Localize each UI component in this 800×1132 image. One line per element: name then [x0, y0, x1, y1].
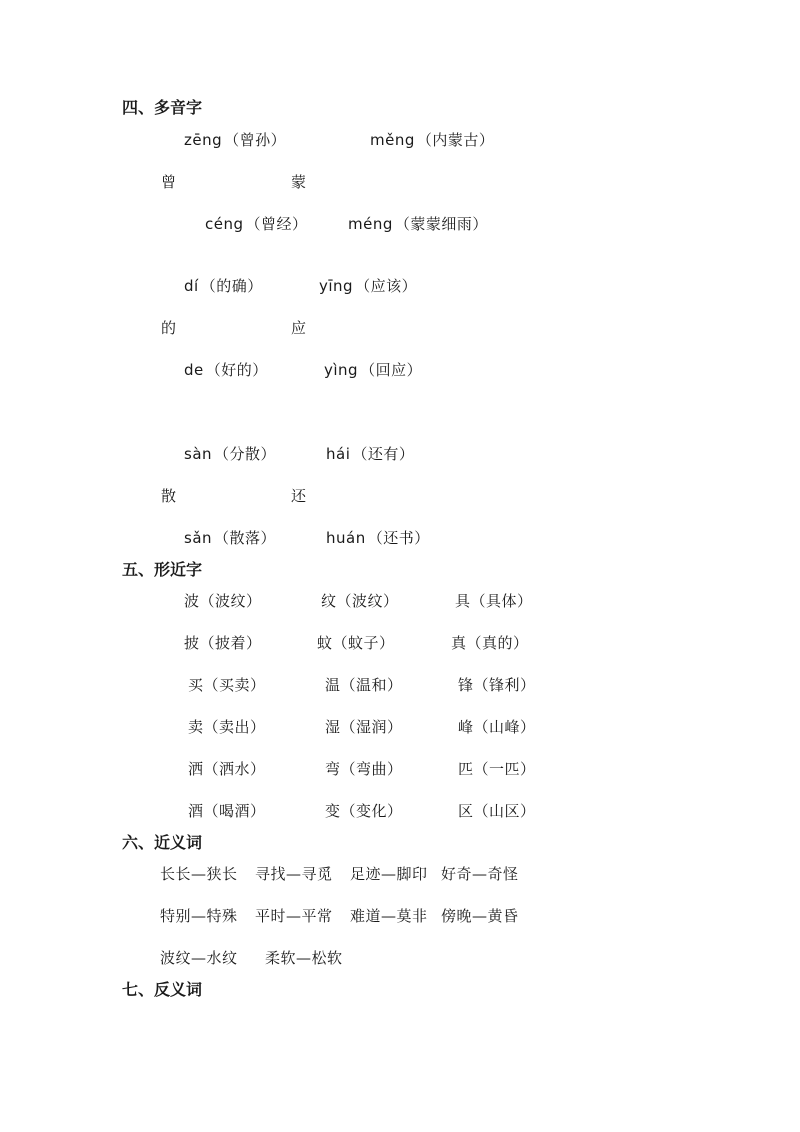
polyphone-reading: yìng （回应） [324, 361, 423, 379]
synonym-pair: 特别—特殊 [160, 907, 238, 925]
section-4-heading: 四、多音字 [122, 98, 203, 117]
section-5-heading: 五、形近字 [122, 560, 203, 579]
similar-char-entry: 区（山区） [458, 802, 536, 820]
polyphone-reading: měng （内蒙古） [370, 131, 495, 149]
similar-char-entry: 具（具体） [455, 592, 533, 610]
similar-char-entry: 湿（湿润） [325, 718, 403, 736]
section-7-heading: 七、反义词 [122, 980, 203, 999]
polyphone-character: 蒙 [291, 173, 307, 191]
similar-char-entry: 蚊（蚊子） [317, 634, 395, 652]
similar-char-entry: 弯（弯曲） [325, 760, 403, 778]
synonym-pair: 足迹—脚印 [350, 865, 428, 883]
similar-char-entry: 卖（卖出） [188, 718, 266, 736]
synonym-pair: 好奇—奇怪 [441, 865, 519, 883]
similar-char-entry: 买（买卖） [188, 676, 266, 694]
similar-char-entry: 变（变化） [325, 802, 403, 820]
polyphone-character: 曾 [161, 173, 177, 191]
similar-char-entry: 真（真的） [451, 634, 529, 652]
polyphone-character: 的 [161, 319, 177, 337]
similar-char-entry: 纹（波纹） [321, 592, 399, 610]
polyphone-reading: yīng （应该） [319, 277, 418, 295]
polyphone-character: 散 [161, 487, 177, 505]
similar-char-entry: 匹（一匹） [458, 760, 536, 778]
polyphone-reading: zēng （曾孙） [184, 131, 287, 149]
similar-char-entry: 酒（喝酒） [188, 802, 266, 820]
synonym-pair: 傍晚—黄昏 [441, 907, 519, 925]
similar-char-entry: 波（波纹） [184, 592, 262, 610]
polyphone-reading: sǎn （散落） [184, 529, 277, 547]
polyphone-reading: dí （的确） [184, 277, 263, 295]
similar-char-entry: 洒（洒水） [188, 760, 266, 778]
similar-char-entry: 披（披着） [184, 634, 262, 652]
synonym-pair: 柔软—松软 [265, 949, 343, 967]
similar-char-entry: 温（温和） [325, 676, 403, 694]
polyphone-reading: de （好的） [184, 361, 268, 379]
polyphone-character: 还 [291, 487, 307, 505]
polyphone-reading: sàn （分散） [184, 445, 277, 463]
section-6-heading: 六、近义词 [122, 833, 203, 852]
similar-char-entry: 峰（山峰） [458, 718, 536, 736]
polyphone-character: 应 [291, 319, 307, 337]
synonym-pair: 波纹—水纹 [160, 949, 238, 967]
synonym-pair: 平时—平常 [255, 907, 333, 925]
polyphone-reading: huán （还书） [326, 529, 430, 547]
synonym-pair: 长长—狭长 [160, 865, 238, 883]
polyphone-reading: céng （曾经） [205, 215, 308, 233]
polyphone-reading: méng （蒙蒙细雨） [348, 215, 488, 233]
polyphone-reading: hái （还有） [326, 445, 415, 463]
similar-char-entry: 锋（锋利） [458, 676, 536, 694]
synonym-pair: 寻找—寻觅 [255, 865, 333, 883]
synonym-pair: 难道—莫非 [350, 907, 428, 925]
